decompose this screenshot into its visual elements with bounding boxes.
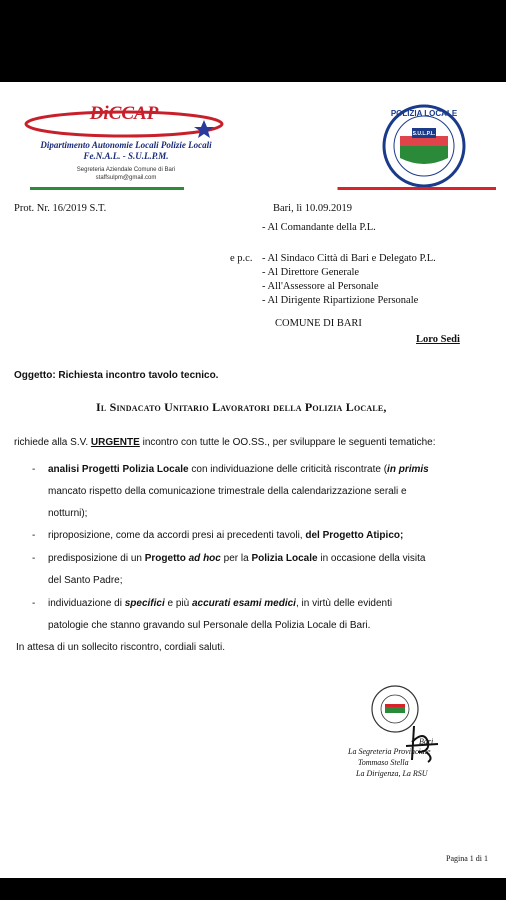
item-text: , in virtù delle evidenti <box>295 598 393 609</box>
signature-line: Tommaso Stella <box>358 758 409 767</box>
intro-text: richiede alla S.V. <box>14 437 91 448</box>
list-item <box>48 464 429 475</box>
federations-name: Fe.N.A.L. - S.U.L.P.M. <box>83 151 169 161</box>
secretariat-name: Segreteria Aziendale Comune di Bari <box>76 167 176 173</box>
cc-recipient: - Al Dirigente Ripartizione Personale <box>262 295 419 306</box>
item-text: per la <box>220 553 252 564</box>
secretariat-info <box>16 166 236 182</box>
item-bold: Progetto <box>144 553 186 564</box>
cc-recipient: - Al Direttore Generale <box>262 267 360 278</box>
item-text: con individuazione delle criticità riscontrate ( <box>188 464 388 475</box>
cc-recipient: - All'Assessore al Personale <box>262 281 379 292</box>
item-bold: del Progetto Atipico; <box>305 530 404 541</box>
item-bold: Polizia Locale <box>251 553 318 564</box>
signature-city: Bari <box>419 737 434 746</box>
subject-line: Oggetto: Richiesta incontro tavolo tecnico. <box>14 370 219 381</box>
signature-line: La Segreteria Provinciale <box>348 747 431 756</box>
item-italic: in primis <box>387 464 429 475</box>
list-item <box>48 530 403 541</box>
top-black-bar <box>0 0 506 82</box>
list-item <box>48 553 425 564</box>
tricolor-divider <box>30 187 496 190</box>
place-date: Bari, lì 10.09.2019 <box>273 203 353 214</box>
city-name: COMUNE DI BARI <box>275 318 362 329</box>
page-footer: Pagina 1 di 1 <box>446 854 488 863</box>
union-heading: Il Sindacato Unitario Lavoratori della Polizia Locale, <box>96 400 387 414</box>
diccap-logo-text: DiCCAP <box>89 103 159 124</box>
signature-line: La Dirigenza, La RSU <box>356 769 428 778</box>
intro-text: incontro con tutte le OO.SS., per sviluppare le seguenti tematiche: <box>139 437 436 448</box>
secretariat-email: staffsulpm@gmail.com <box>95 175 157 181</box>
list-item-line: notturni); <box>48 508 88 519</box>
closing-line: In attesa di un sollecito riscontro, cordiali saluti. <box>16 642 225 653</box>
item-bold-italic: accurati esami medici <box>192 598 296 609</box>
item-bold: analisi Progetti Polizia Locale <box>48 464 189 475</box>
item-italic: ad hoc <box>188 553 221 564</box>
cc-recipient: - Al Sindaco Città di Bari e Delegato P.L. <box>262 253 436 264</box>
bullet-dash: - <box>32 598 36 609</box>
department-name: Dipartimento Autonomie Locali Polizie Locali <box>40 140 212 150</box>
item-italic: specifici <box>124 598 165 609</box>
polizia-locale-logo <box>382 104 466 188</box>
item-text: e più <box>164 598 192 609</box>
polizia-locale-logo-text: POLIZIA LOCALE <box>390 109 458 118</box>
urgent-label: URGENTE <box>90 437 140 448</box>
loro-sedi: Loro Sedi <box>416 334 460 345</box>
sulpl-logo-text: S.U.L.P.L. <box>412 131 436 137</box>
intro-paragraph <box>14 437 436 448</box>
protocol-number: Prot. Nr. 16/2019 S.T. <box>14 203 107 214</box>
bullet-dash: - <box>32 530 36 541</box>
item-text: individuazione di <box>48 598 125 609</box>
item-text: predisposizione di un <box>48 553 145 564</box>
bottom-black-bar <box>0 878 506 900</box>
item-text: riproposizione, come da accordi presi ai precedenti tavoli, <box>48 530 306 541</box>
item-text: in occasione della visita <box>317 553 426 564</box>
list-item-line: del Santo Padre; <box>48 575 123 586</box>
bullet-dash: - <box>32 553 36 564</box>
list-item <box>48 598 392 609</box>
bullet-dash: - <box>32 464 36 475</box>
letter-page <box>0 82 506 878</box>
epc-label: e p.c. <box>230 253 253 264</box>
list-item-line: patologie che stanno gravando sul Personale della Polizia Locale di Bari. <box>48 620 371 631</box>
list-item-line: mancato rispetto della comunicazione trimestrale della calendarizzazione serali e <box>48 486 407 497</box>
recipient-main: - Al Comandante della P.L. <box>262 222 376 233</box>
